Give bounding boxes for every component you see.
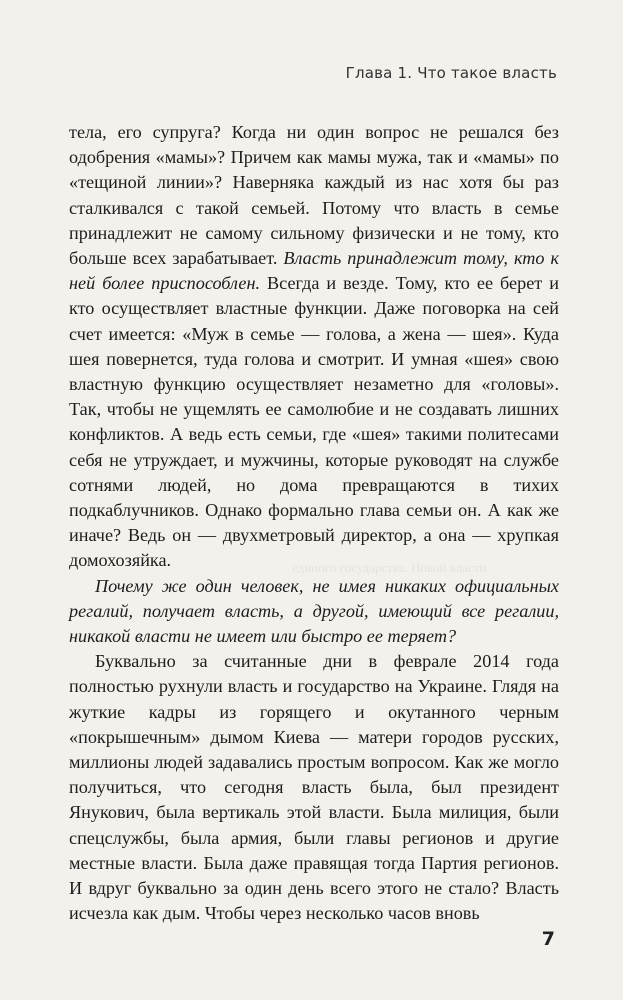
italic-run: Власть принадлежит тому, кто к ней более приспособлен. xyxy=(69,248,559,294)
body-text xyxy=(69,120,559,927)
paragraph xyxy=(69,649,559,926)
text-run: Всегда и везде. Тому, кто ее берет и кто осуществляет властные функции. Даже поговорка на сей счет имеется: «Муж в семье — голова, а жена — шея». Куда шея повернется, туда голова и смотрит. И умная «шея» свою властную функцию осуществляет незаметно для «головы». Так, чтобы не ущемлять ее самолюбие и не создавать лишних конфликтов. А ведь есть семьи, где «шея» такими политесами себя не утруждает, и мужчины, которые руководят на службе сотнями людей, но дома превращаются в тихих подкаблучников. Однако формально глава семьи он. А как же иначе? Ведь он — двухметровый директор, а она — хрупкая домохозяйка. xyxy=(69,273,559,571)
bleed-through-text: единого государства. Новой власти xyxy=(292,560,487,575)
italic-run: Почему же один человек, не имея никаких официальных регалий, получает власть, а другой, имеющий все регалии, никакой власти не имеет или быстро ее теряет? xyxy=(69,575,559,647)
running-head: Глава 1. Что такое власть xyxy=(345,64,557,82)
text-run: тела, его супруга? Когда ни один вопрос не решался без одобрения «мамы»? Причем как мамы мужа, так и «мамы» по «тещиной линии»? Наверняка каждый из нас хотя бы раз сталкивался с такой семьей. Потому что власть в семье принадлежит не самому сильному физически и не тому, кто больше всех зарабатывает. xyxy=(69,122,559,269)
paragraph xyxy=(69,120,559,574)
paragraph xyxy=(69,574,559,650)
page-number: 7 xyxy=(541,928,555,950)
text-run: Буквально за считанные дни в феврале 2014 года полностью рухнули власть и государство на Украине. Глядя на жуткие кадры из горящего и окутанного черным «покрышечным» дымом Киева — матери городов русских, миллионы людей задавались простым вопросом. Как же могло получиться, что сегодня власть была, был президент Янукович, была вертикаль этой власти. Была милиция, были спецслужбы, была армия, были главы регионов и другие местные власти. Была даже правящая тогда Партия регионов. И вдруг буквально за один день всего этого не стало? Власть исчезла как дым. Чтобы через несколько часов вновь xyxy=(69,651,559,924)
